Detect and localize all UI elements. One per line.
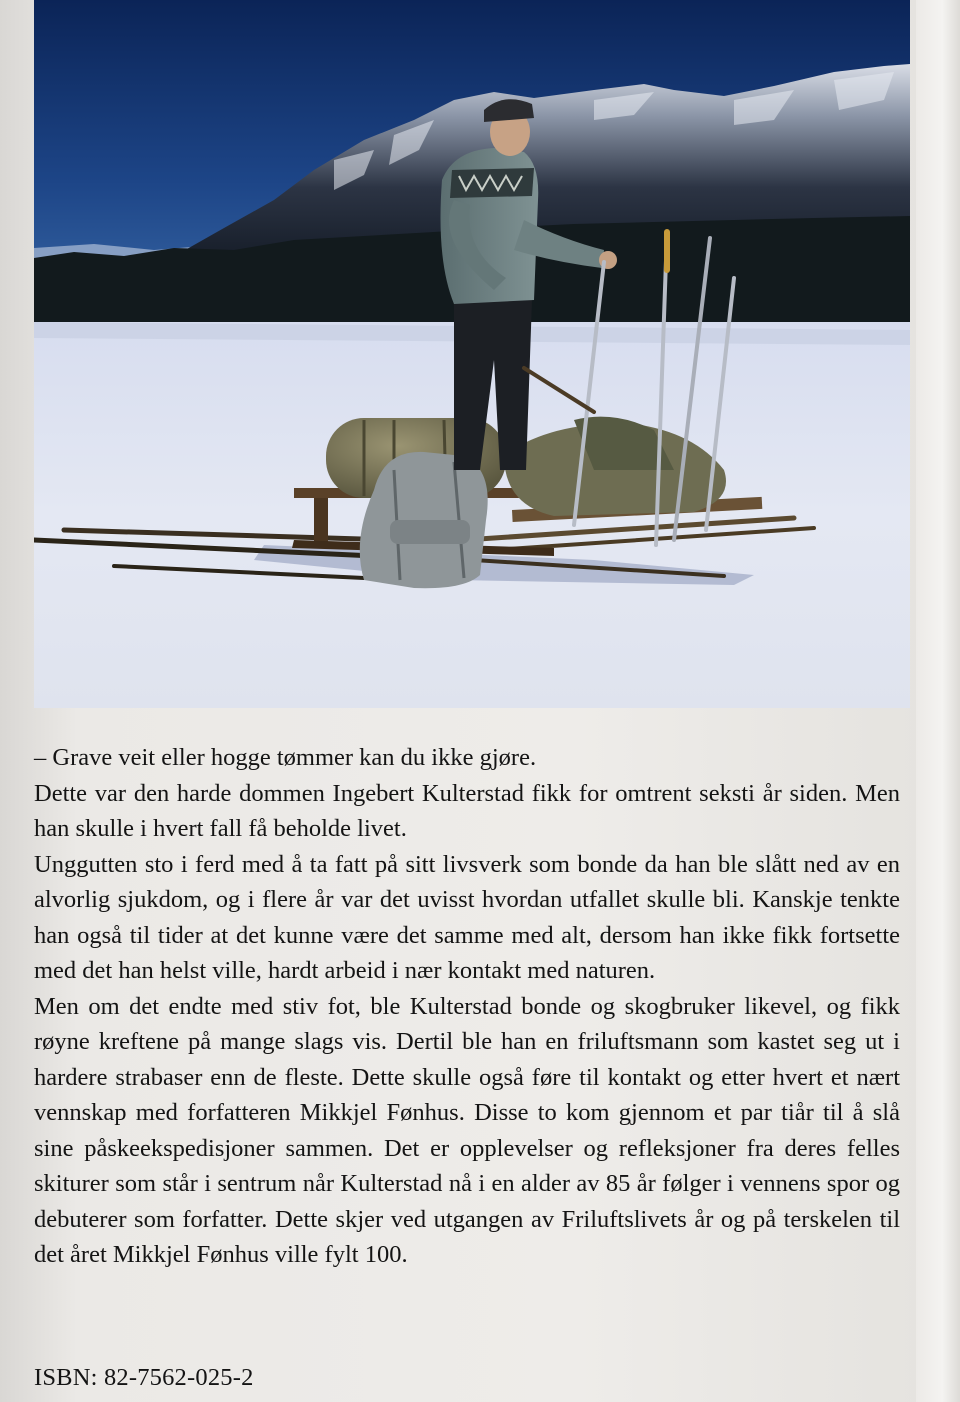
cover-photo xyxy=(34,0,910,708)
blurb-paragraph: – Grave veit eller hogge tømmer kan du ikke gjøre. xyxy=(34,744,537,771)
back-cover-blurb xyxy=(34,740,900,1273)
blurb-paragraph: Unggutten sto i ferd med å ta fatt på sitt livsverk som bonde da han ble slått ned av en alvorlig sjukdom, og i flere år var det uvisst hvordan utfallet skulle bli. Kanskje tenkte han også til tider at det kunne være det samme med alt, dersom han ikke fikk fortsette med det han helst ville, hardt arbeid i nær kontakt med naturen. xyxy=(34,850,900,984)
cover-photo-illustration xyxy=(34,0,910,708)
blurb-paragraph: Men om det endte med stiv fot, ble Kulterstad bonde og skogbruker likevel, og fikk røyne kreftene på mange slags vis. Dertil ble han en friluftsmann som kastet seg ut i hardere strabaser enn de fleste. Dette skulle også føre til kontakt og etter hvert et nært vennskap med forfatteren Mikkjel Fønhus. Disse to kom gjennom et par tiår til å slå sine påskeekspedisjoner sammen. Det er opplevelser og refleksjoner fra deres felles skiturer som står i sentrum når Kulterstad nå i en alder av 85 år følger i vennens spor og debuterer som forfatter. Dette skjer ved utgangen av Friluftslivets år og på terskelen til det året Mikkjel Fønhus ville fylt 100. xyxy=(34,992,900,1268)
isbn-number: ISBN: 82-7562-025-2 xyxy=(34,1364,254,1391)
cover-edge xyxy=(916,0,960,1402)
blurb-paragraph: Dette var den harde dommen Ingebert Kulterstad fikk for omtrent seksti år siden. Men han skulle i hvert fall få beholde livet. xyxy=(34,779,900,842)
